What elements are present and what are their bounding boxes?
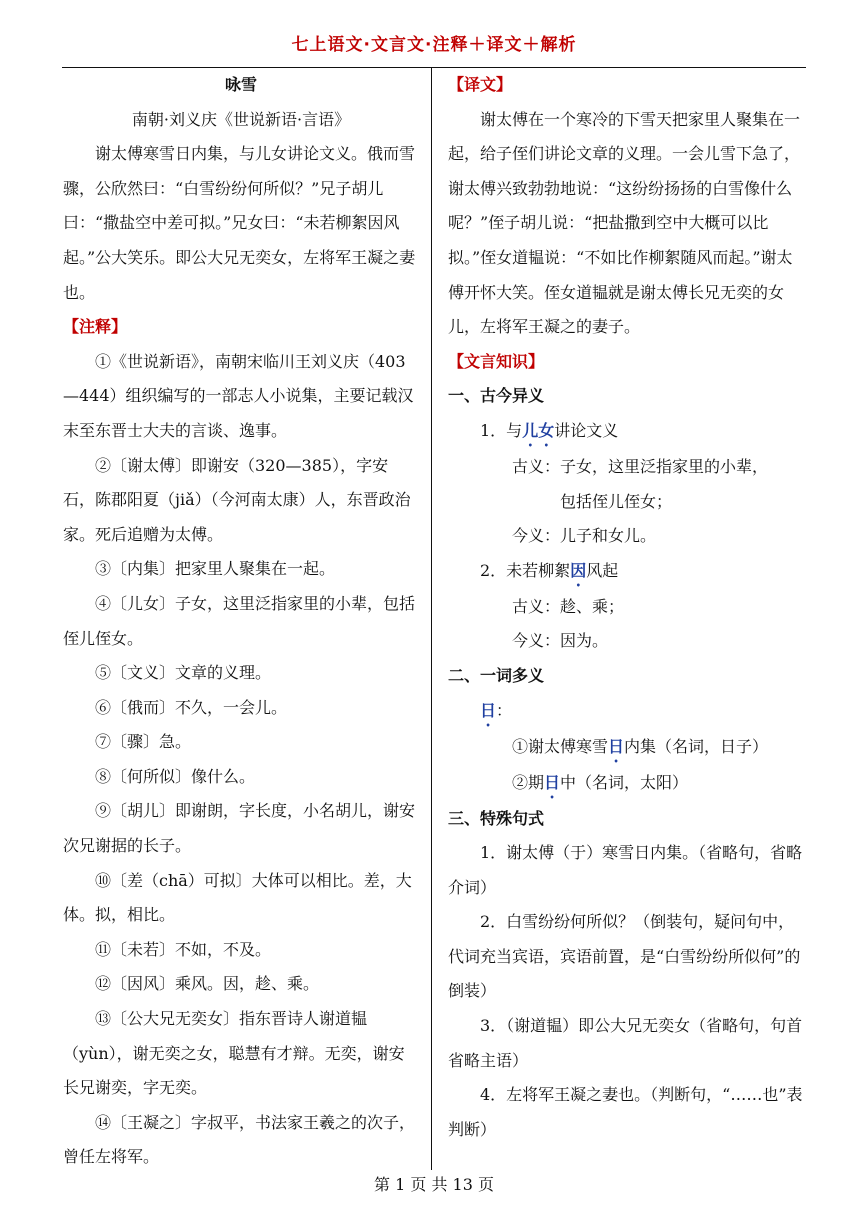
section-ancient-modern: 一、古今异义	[448, 386, 545, 406]
ancient-meaning: 古义：子女，这里泛指家里的小辈，	[512, 456, 769, 476]
modern-meaning: 今义：儿子和女儿。	[512, 526, 657, 546]
poem-source: 南朝·刘义庆《世说新语·言语》	[131, 109, 351, 129]
note-item: ⑫〔因风〕乘风。因，趁、乘。	[95, 974, 320, 994]
sentence-item: 1．谢太傅（于）寒雪日内集。（省略句，省略介词）	[448, 843, 803, 897]
example-item-2	[448, 554, 808, 590]
page-header: 七上语文·文言文·注释＋译文＋解析	[291, 35, 577, 55]
sentence-item: 3．（谢道韫）即公大兄无奕女（省略句，句首省略主语）	[448, 1016, 803, 1070]
example-text: 讲论文义	[554, 420, 619, 440]
key-word: 因	[570, 560, 587, 580]
knowledge-heading: 【文言知识】	[448, 351, 545, 371]
page-number: 第 1 页 共 13 页	[374, 1175, 494, 1194]
note-item: ⑭〔王凝之〕字叔平，书法家王羲之的次子，曾任左将军。	[63, 1112, 416, 1167]
polysemy-example	[448, 766, 808, 802]
notes-heading: 【注释】	[63, 317, 128, 337]
ancient-meaning-cont: 包括侄儿侄女；	[560, 491, 673, 511]
ancient-meaning: 古义：趁、乘；	[512, 596, 625, 616]
modern-meaning: 今义：因为。	[512, 631, 609, 651]
translation-text: 谢太傅在一个寒冷的下雪天把家里人聚集在一起，给子侄们讲论文章的义理。一会儿雪下急了，谢太傅兴致勃勃地说：“这纷纷扬扬的白雪像什么呢？”侄子胡儿说：“把盐撒到空中大概可以比拟。”侄女道韫说：“不如比作柳絮随风而起。”谢太傅开怀大笑。侄女道韫就是谢太傅长兄无奕的女儿，左将军王凝之的妻子。	[448, 109, 801, 337]
note-item: ⑩〔差（chā）可拟〕大体可以相比。差，大体。拟，相比。	[63, 870, 412, 925]
sentence-item: 4．左将军王凝之妻也。（判断句，“……也”表判断）	[448, 1085, 803, 1139]
note-item: ⑥〔俄而〕不久，一会儿。	[95, 697, 288, 717]
example-text: ②期	[512, 772, 545, 792]
note-item: ②〔谢太傅〕即谢安（320—385），字安石，陈郡阳夏（jiǎ）（今河南太康）人，东晋政治家。死后追赠为太傅。	[63, 455, 411, 544]
key-word: 儿女	[522, 420, 555, 440]
left-column	[63, 68, 419, 1175]
example-text: 内集（名词，日子）	[624, 736, 769, 756]
example-text: ①谢太傅寒雪	[512, 736, 609, 756]
polysemy-example	[448, 730, 808, 766]
section-polysemy: 二、一词多义	[448, 665, 545, 685]
example-item-1	[448, 414, 808, 450]
note-item: ⑤〔文义〕文章的义理。	[95, 663, 272, 683]
note-item: ④〔儿女〕子女，这里泛指家里的小辈，包括侄儿侄女。	[63, 593, 416, 648]
note-item: ③〔内集〕把家里人聚集在一起。	[95, 559, 336, 579]
section-special-sentences: 三、特殊句式	[448, 808, 545, 828]
colon: ：	[496, 700, 513, 720]
example-text: 中（名词，太阳）	[560, 772, 689, 792]
note-item: ⑪〔未若〕不如，不及。	[95, 939, 272, 959]
example-text: 1．与	[480, 420, 523, 440]
note-item: ⑧〔何所似〕像什么。	[95, 766, 256, 786]
example-text: 风起	[586, 560, 619, 580]
key-word: 日	[608, 736, 625, 756]
example-text: 2．未若柳絮	[480, 560, 571, 580]
key-word: 日	[480, 700, 497, 720]
column-divider	[431, 67, 432, 1170]
polysemy-word	[448, 694, 808, 730]
right-column	[448, 68, 808, 1147]
translation-heading: 【译文】	[448, 75, 513, 94]
key-word: 日	[544, 772, 561, 792]
sentence-item: 2．白雪纷纷何所似？（倒装句，疑问句中，代词充当宾语，宾语前置，是“白雪纷纷所似何”的倒装）	[448, 912, 801, 1001]
original-text: 谢太傅寒雪日内集，与儿女讲论文义。俄而雪骤，公欣然曰：“白雪纷纷何所似？”兄子胡儿曰：“撒盐空中差可拟。”兄女曰：“未若柳絮因风起。”公大笑乐。即公大兄无奕女，左将军王凝之妻也。	[63, 144, 416, 302]
note-item: ⑬〔公大兄无奕女〕指东晋诗人谢道韫（yùn），谢无奕之女，聪慧有才辩。无奕，谢安长兄谢奕，字无奕。	[63, 1009, 405, 1098]
note-item: ⑨〔胡儿〕即谢朗，字长度，小名胡儿，谢安次兄谢据的长子。	[63, 801, 416, 856]
note-item: ①《世说新语》，南朝宋临川王刘义庆（403—444）组织编写的一部志人小说集，主要记载汉末至东晋士大夫的言谈、逸事。	[63, 351, 414, 440]
note-item: ⑦〔骤〕急。	[95, 732, 192, 752]
poem-title: 咏雪	[224, 75, 257, 94]
